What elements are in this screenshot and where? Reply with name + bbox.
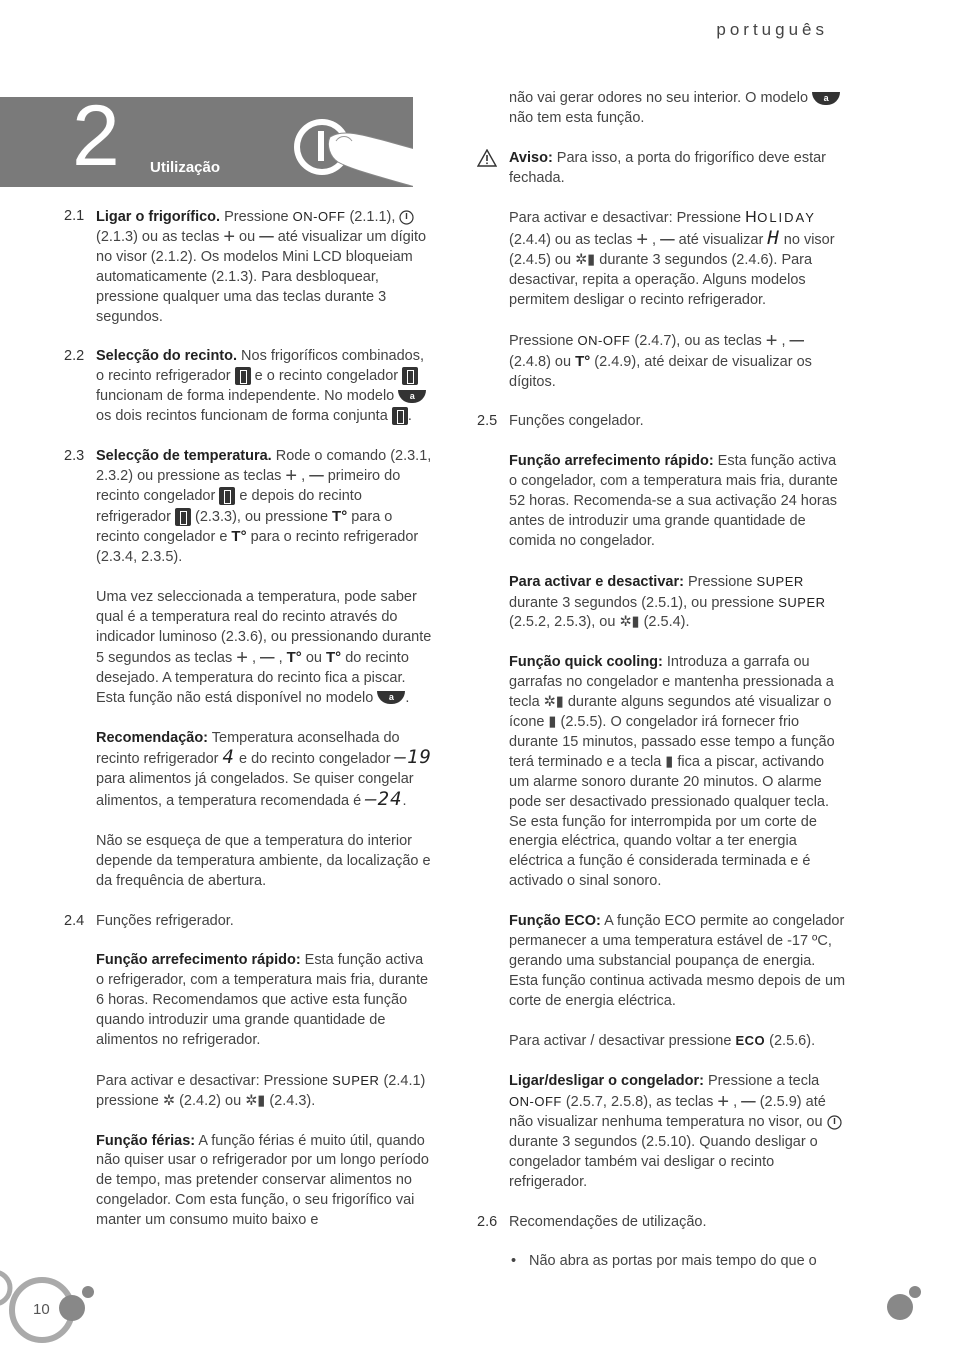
left-column xyxy=(64,207,434,1251)
display-digit: –19 xyxy=(394,746,432,769)
temperature-icon: T° xyxy=(575,352,591,370)
plus-icon: + xyxy=(223,225,236,248)
page-number: 10 xyxy=(33,1301,50,1318)
bottle-icon: ▮ xyxy=(555,694,564,711)
temperature-icon: T° xyxy=(286,648,302,666)
power-icon xyxy=(827,1115,842,1130)
plus-icon: + xyxy=(765,329,778,352)
section-2-4: 2.4 Funções refrigerador. Função arrefecimento rápido: Esta função activa o refrigerador, com a temperatura mais fria, durante 6 horas. Recomendamos que active esta função quando introduzir uma grande quantidade de alimentos no refrigerador. Para activar e desactivar: Pressione SUPER (2.4.1) pressione ✲ (2.4.2) ou ✲▮ (2.4.3). Função férias: A função férias é muito útil, quando não quiser usar o refrigerador por um longo período de tempo, mas pretender conservar alimentos no congelador. Com esta função, o seu frigorífico vai manter um consumo muito baixo e xyxy=(64,912,429,1229)
chapter-number: 2 xyxy=(72,97,120,184)
warning-note: Aviso: Para isso, a porta do frigorífico deve estar fechada. Para activar e desactivar: Pressione HOLIDAY (2.4.4) ou as teclas + , — até visualizar H no visor (2.4.5) ou ✲▮ durante 3 segundos (2.4.6). Para desactivar, repita a operação. Alguns modelos permitem desligar o recinto refrigerador. Pressione ON-OFF (2.4.7), ou as teclas + , — (2.4.8) ou T° (2.4.9), até deixar de visualizar os dígitos. xyxy=(477,149,847,393)
combined-compartment-icon xyxy=(392,407,408,425)
fridge-fast-cool-icon: ▮ xyxy=(257,1092,266,1109)
warning-triangle-icon xyxy=(477,149,497,167)
minus-icon: — xyxy=(660,232,675,249)
minus-icon: — xyxy=(259,228,274,245)
section-2-3: 2.3 Selecção de temperatura. Rode o comando (2.3.1, 2.3.2) ou pressione as teclas + , — primeiro do recinto congelador e depois do recinto refrigerador (2.3.3), ou pressione T° para o recinto congelador e T° para o recinto refrigerador (2.3.4, 2.3.5). Uma vez seleccionada a temperatura, pode saber qual é a temperatura real do recinto através do indicador luminoso (2.3.6), ou pressionando durante 5 segundos as teclas + , — , T° ou T° do recinto desejado. A temperatura do recinto fica a piscar. Esta função não está disponível no modelo a . Recomendação: Temperatura aconselhada do recinto refrigerador 4 e do recinto congelador –19 para alimentos já congelados. Se quiser congelar alimentos, a temperatura recomendada é –24. Não se esqueça de que a temperatura do interior depende da temperatura ambiente, da localização e da frequência de abertura. xyxy=(64,447,432,889)
section-2-2: 2.2 Selecção do recinto. Nos frigoríficos combinados, o recinto refrigerador e o recinto congelador funcionam de forma independente. No modelo a os dois recintos funcionam de forma conjunta . xyxy=(64,347,434,427)
plus-icon: + xyxy=(236,646,248,669)
freezer-compartment-icon xyxy=(402,367,418,385)
temperature-icon: T° xyxy=(326,648,342,666)
snowflake-icon: ✲ xyxy=(245,1092,258,1109)
minus-icon: — xyxy=(741,1094,756,1111)
snowflake-icon: ✲ xyxy=(619,614,632,631)
minus-icon: — xyxy=(260,649,275,666)
display-digit: 4 xyxy=(222,746,235,769)
section-2-6: 2.6 Recomendações de utilização. • Não abra as portas por mais tempo do que o xyxy=(477,1213,847,1273)
minus-icon: — xyxy=(789,332,805,349)
bottle-icon: ▮ xyxy=(665,753,674,770)
language-label: português xyxy=(716,20,828,39)
model-a-badge-icon: a xyxy=(398,390,426,403)
fridge-fast-cool-icon: ▮ xyxy=(587,252,596,269)
plus-icon: + xyxy=(285,464,298,487)
plus-icon: + xyxy=(636,229,649,252)
finger-touch-icon xyxy=(290,107,413,187)
minus-icon: — xyxy=(309,467,324,484)
bottle-icon: ▮ xyxy=(631,614,640,631)
fridge-compartment-icon xyxy=(175,508,191,526)
fridge-compartment-icon xyxy=(235,367,251,385)
model-a-badge-icon: a xyxy=(812,92,840,105)
temperature-icon: T° xyxy=(231,528,247,546)
snowflake-icon: ✲ xyxy=(575,252,588,269)
chapter-title: Utilização xyxy=(150,159,221,176)
display-digit: –24 xyxy=(365,788,403,811)
power-icon xyxy=(399,210,414,225)
snowflake-icon: ✲ xyxy=(543,694,556,711)
bottle-icon: ▮ xyxy=(548,713,557,730)
model-a-badge-icon: a xyxy=(377,691,405,704)
page-corner-decoration-left xyxy=(0,1270,100,1354)
section-2-5: 2.5 Funções congelador. Função arrefecimento rápido: Esta função activa o congelador, com a temperatura mais fria, durante 52 horas. Recomenda-se a sua activação 24 horas antes de introduzir uma grande quantidade de comida no congelador. Para activar e desactivar: Pressione SUPER durante 3 segundos (2.5.1), ou pressione SUPER (2.5.2, 2.5.3), ou ✲▮ (2.5.4). Função quick cooling: Introduza a garrafa ou garrafas no congelador e mantenha pressionada a tecla ✲▮ durante alguns segundos até visualizar o ícone ▮ (2.5.5). O congelador irá fornecer frio durante 15 minutos, passado esse tempo a função terá terminado e a tecla ▮ fica a piscar, activando um alarme sonoro durante 20 minutos. O alarme pode ser desactivado pressionado qualquer tecla. Se esta função for interrompida por um corte de energia eléctrica, quando voltar a ter energia eléctrica a função é considerada terminada e é activado o sinal sonoro. Função ECO: A função ECO permite ao congelador permanecer a uma temperatura estável de -17 ºC, gerando uma substancial poupança de energia. Esta função continua activada mesmo depois de um corte de energia eléctrica. Para activar / desactivar pressione ECO (2.5.6). Ligar/desligar o congelador: Pressione a tecla ON-OFF (2.5.7, 2.5.8), as teclas + , — (2.5.9) até não visualizar nenhuma temperatura no visor, ou durante 3 segundos (2.5.10). Quando desligar o congelador também vai desligar o recinto refrigerador. xyxy=(477,413,846,1190)
display-digit: H xyxy=(767,227,780,250)
plus-icon: + xyxy=(717,1091,730,1114)
page-corner-decoration-right xyxy=(880,1280,930,1330)
temperature-icon: T° xyxy=(332,507,348,525)
snowflake-icon: ✲ xyxy=(162,1092,176,1109)
freezer-compartment-icon xyxy=(219,487,235,505)
right-column: não vai gerar odores no seu interior. O modelo a não tem esta função. Aviso: Para isso, a porta do frigorífico deve estar fechada. Para activar e desactivar: Pressione HOLIDAY (2.4.4) ou as teclas + , — até visualizar H no visor (2.4.5) ou ✲▮ durante 3 segundos (2.4.6). Para desactivar, repita a operação. Alguns modelos permitem desligar o recinto refrigerador. Pressione ON-OFF (2.4.7), ou as teclas + , — (2.4.8) ou T° (2.4.9), até deixar de visualizar os dígitos. 2.5 Funções congelador. Função arrefecimento rápido: Esta função activa o congelador, com a temperatura mais fria, durante 52 horas. Recomenda-se a sua activação 24 horas antes de introduzir uma grande quantidade de comida no congelador. Para activar e desactivar: Pressione SUPER durante 3 segundos (2.5.1), ou pressione SUPER (2.5.2, 2.5.3), ou ✲▮ (2.5.4). Função quick cooling: Introduza a garrafa ou garrafas no congelador e mantenha pressionada a tecla ✲▮ durante alguns segundos até visualizar o ícone ▮ (2.5.5). O congelador irá fornecer frio durante 15 minutos, passado esse tempo a função terá terminado e a tecla ▮ fica a piscar, activando um alarme sonoro durante 20 minutos. O alarme pode ser desactivado pressionado qualquer tecla. Se esta função for interrompida por um corte de energia eléctrica, quando voltar a ter energia eléctrica a função é considerada terminada e é activado o sinal sonoro. Função ECO: A função ECO permite ao congelador permanecer a uma temperatura estável de -17 ºC, gerando uma substancial poupança de energia. Esta função continua activada mesmo depois de um corte de energia eléctrica. Para activar / desactivar pressione ECO (2.5.6). Ligar/desligar o congelador: Pressione a tecla ON-OFF (2.5.7, 2.5.8), as teclas + , — (2.5.9) até não visualizar nenhuma temperatura no visor, ou durante 3 segundos (2.5.10). Quando desligar o congelador também vai desligar o recinto refrigerador. 2.6 Recomendações de utilização. • Não abra as portas por mais tempo do que o xyxy=(477,89,847,1292)
chapter-banner xyxy=(0,97,413,187)
section-2-1: 2.1 Ligar o frigorífico. Pressione ON-OFF (2.1.1), (2.1.3) ou as teclas + ou — até visualizar um dígito no visor (2.1.2). Os modelos Mini LCD bloqueiam automaticamente (2.1.3). Para desbloquear, pressione qualquer uma das teclas durante 3 segundos. xyxy=(64,208,427,325)
